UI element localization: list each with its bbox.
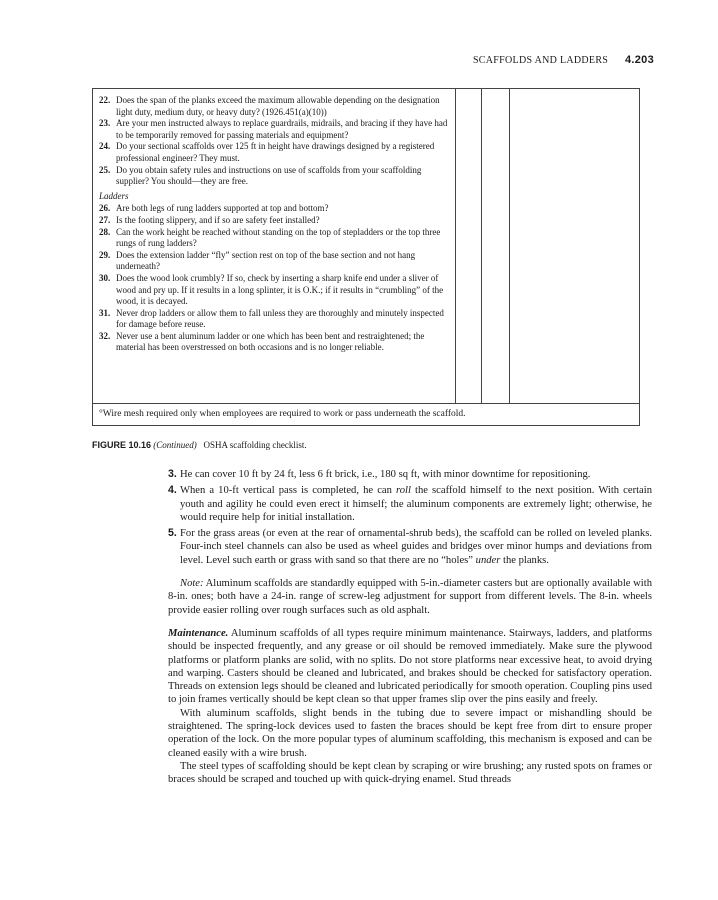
checklist-item (99, 141, 451, 164)
checklist-item-number: 25. (99, 164, 111, 175)
checklist-item-text: Is the footing slippery, and if so are safety feet installed? (116, 214, 320, 225)
checklist-item-number: 30. (99, 272, 111, 283)
text-run: For the grass areas (or even at the rear of ornamental-shrub beds), the scaffold can be rolled on leveled planks. Four-inch steel channels can also be used as wheel guides and bridges over minor humps and deviations from level. Level such earth or grass with sand so that there are no “holes” (180, 528, 652, 566)
checklist-item (99, 165, 451, 188)
checklist-item (99, 273, 451, 308)
list-item (168, 527, 652, 567)
figure-caption-text: OSHA scaffolding checklist. (203, 440, 307, 450)
section-label-ladders: Ladders (99, 190, 129, 201)
figure-caption (92, 440, 307, 450)
note-paragraph (168, 577, 652, 617)
checklist-item-text: Never use a bent aluminum ladder or one which has been bent and restraightened; the material has been overstressed on both occasions and is no longer reliable. (116, 330, 425, 353)
checklist-item (99, 95, 451, 118)
list-text (180, 527, 652, 567)
checklist-item-number: 23. (99, 118, 111, 129)
checklist-item (99, 203, 451, 215)
column-divider (481, 89, 482, 403)
checklist-item (99, 250, 451, 273)
list-text (180, 484, 652, 524)
list-text: He can cover 10 ft by 24 ft, less 6 ft brick, i.e., 180 sq ft, with minor downtime for repositioning. (180, 469, 591, 480)
text-run: When a 10-ft vertical pass is completed, he can (180, 485, 396, 497)
checklist-item (99, 215, 451, 227)
page-number: 4.203 (624, 54, 654, 66)
checklist-item-number: 29. (99, 249, 111, 260)
list-number: 5. (168, 527, 177, 540)
list-item (168, 468, 652, 481)
list-number: 3. (168, 468, 177, 480)
checklist-item (99, 227, 451, 250)
checklist-item-text: Are your men instructed always to replace guardrails, midrails, and bracing if they have had to be temporarily removed for passing materials and equipment? (116, 118, 448, 140)
column-divider (455, 89, 456, 403)
figure-label: FIGURE 10.16 (92, 440, 152, 450)
checklist-item-text: Does the extension ladder “fly” section rest on top of the base section and not hang underneath? (116, 249, 416, 272)
figure-continued: (Continued) (153, 440, 197, 450)
maintenance-paragraph (168, 627, 652, 707)
text-run: the scaffold himself to the next position. With certain youth and agility he could even erect it himself; the aluminum components are extremely light; otherwise, he would require help for initial installation. (180, 485, 652, 523)
checklist-item (99, 118, 451, 141)
checklist-item (99, 308, 451, 331)
checklist-item-number: 26. (99, 203, 111, 214)
maintenance-text: Aluminum scaffolds of all types require minimum maintenance. Stairways, ladders, and platforms should be inspected frequently, and any grease or oil should be removed immediately. Make sure the plywood platforms or platform planks are solid, with no splits. Do not store platforms near excessive heat, to avoid drying and warping. Casters should be cleaned and lubricated, and brakes should be checked for satisfactory operation. Threads on extension legs should be cleaned and lubricated periodically for smooth operation. Coupling pins used to join frames vertically should be kept clean so that upper frames slip over the pins easily and freely. (168, 627, 652, 706)
section-title: SCAFFOLDS AND LADDERS (472, 55, 609, 66)
note-text: Aluminum scaffolds are standardly equipped with 5-in.-diameter casters but are optionally available with 8-in. ones; both have a 24-in. range of screw-leg adjustment for support from different levels. The 8-in. wheels provide easier rolling over rough surfaces such as old asphalt. (168, 578, 652, 616)
checklist-item-number: 28. (99, 226, 111, 237)
checklist-item-text: Does the wood look crumbly? If so, check by inserting a sharp knife end under a sliver of wood and pry up. If it results in a long splinter, it is O.K.; if it results in “crumbling” of the wood, it is decayed. (116, 272, 444, 307)
table-footnote: °Wire mesh required only when employees are required to work or pass underneath the scaffold. (99, 409, 466, 419)
checklist-item-text: Do you obtain safety rules and instructions on use of scaffolds from your scaffolding supplier? You should—they are free. (116, 164, 422, 187)
paragraph: The steel types of scaffolding should be kept clean by scraping or wire brushing; any rusted spots on frames or braces should be scraped and touched up with quick-drying enamel. Stud threads (168, 760, 652, 786)
paragraph: With aluminum scaffolds, slight bends in the tubing due to severe impact or mishandling should be straightened. The spring-lock devices used to fasten the braces should be kept free from dirt to ensure proper operation of the lock. On the more popular types of aluminum scaffolding, this mechanism is exposed and can be cleaned easily with a wire brush. (168, 707, 652, 759)
list-number: 4. (168, 484, 177, 497)
checklist-questions (99, 95, 451, 354)
checklist-item-text: Can the work height be reached without standing on the top of stepladders or the top three rungs of rung ladders? (116, 226, 441, 249)
checklist-item-number: 22. (99, 95, 111, 105)
checklist-item (99, 331, 451, 354)
list-item (168, 484, 652, 524)
checklist-item-text: Never drop ladders or allow them to fall unless they are thoroughly and minutely inspected for damage before reuse. (116, 307, 444, 330)
checklist-item-text: Are both legs of rung ladders supported at top and bottom? (116, 203, 329, 214)
column-divider (509, 89, 510, 403)
emphasis: under (475, 554, 501, 566)
running-header (473, 54, 654, 66)
note-label: Note: (180, 578, 204, 590)
text-run: the planks. (500, 554, 549, 566)
checklist-item-number: 27. (99, 214, 111, 225)
emphasis: roll (395, 485, 411, 497)
checklist-item-text: Do your sectional scaffolds over 125 ft in height have drawings designed by a registered professional engineer? They must. (116, 141, 435, 163)
maintenance-label: Maintenance. (168, 627, 229, 639)
footnote-divider (93, 403, 639, 404)
checklist-table (92, 88, 640, 426)
checklist-item-number: 31. (99, 307, 111, 318)
checklist-item-number: 24. (99, 141, 111, 152)
checklist-item-number: 32. (99, 330, 111, 341)
body-text (168, 468, 652, 787)
checklist-item-text: Does the span of the planks exceed the maximum allowable depending on the designation light duty, medium duty, or heavy duty? (1926.451(a)(10)) (116, 95, 440, 117)
